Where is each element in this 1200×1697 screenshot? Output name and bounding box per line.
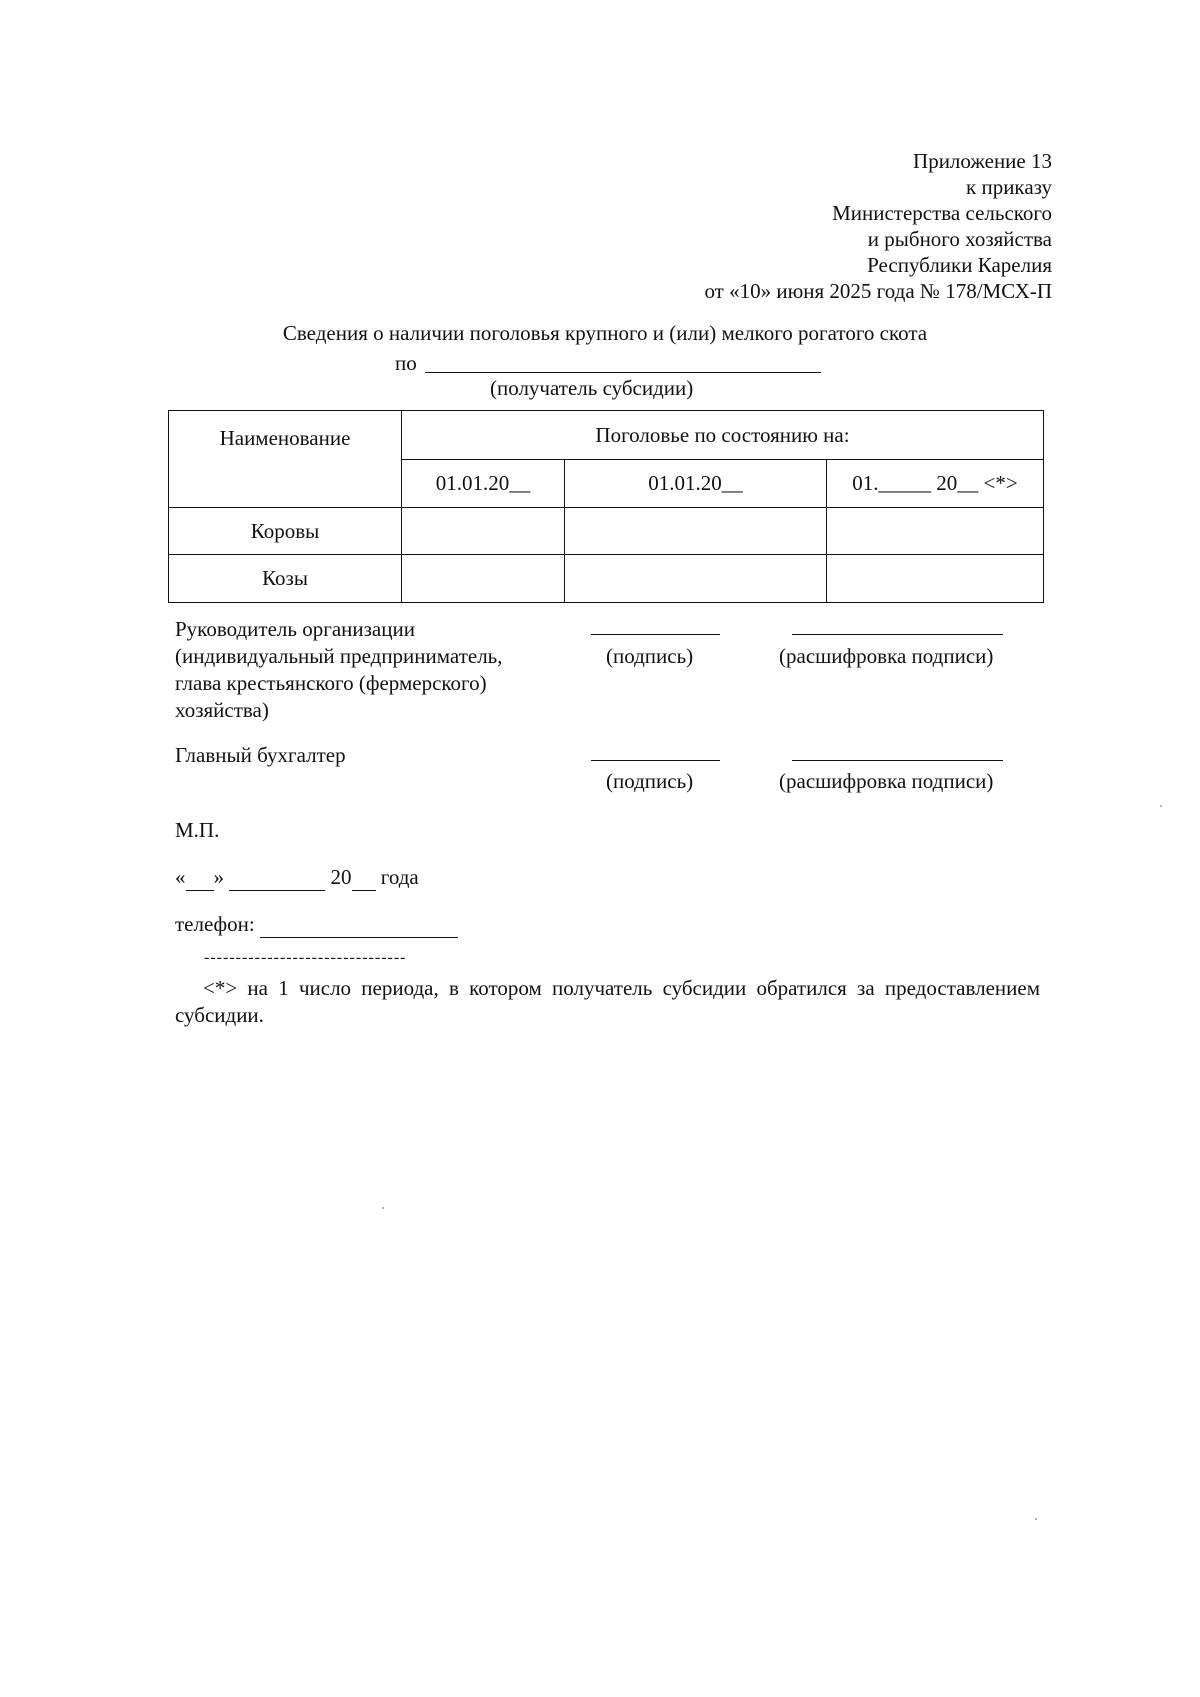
- stamp-place-label: М.П.: [175, 818, 220, 842]
- scan-speck: [1160, 805, 1162, 807]
- scan-speck: [382, 1207, 384, 1209]
- cell-goats-1[interactable]: [402, 555, 565, 603]
- row-name-goats: Козы: [169, 555, 402, 603]
- accountant-signature-field[interactable]: [591, 760, 720, 761]
- cell-goats-2[interactable]: [565, 555, 827, 603]
- footnote-separator: --------------------------------: [204, 949, 407, 966]
- accountant-label: Главный бухгалтер: [175, 743, 346, 767]
- footnote-text: <*> на 1 число периода, в котором получатель субсидии обратился за предоставлением субсидии.: [175, 976, 1040, 1028]
- head-label-line3: глава крестьянского (фермерского): [175, 671, 487, 695]
- accountant-signature-caption: (подпись): [606, 769, 694, 793]
- cell-goats-3[interactable]: [827, 555, 1044, 603]
- accountant-decode-caption: (расшифровка подписи): [779, 769, 994, 793]
- head-signature-caption: (подпись): [606, 644, 694, 668]
- row-name-cows: Коровы: [169, 508, 402, 555]
- date-year-suffix: года: [375, 865, 419, 889]
- header-date-1: 01.01.20__: [402, 460, 565, 508]
- head-decode-field[interactable]: [792, 634, 1003, 635]
- header-livestock-group: Поголовье по состоянию на:: [402, 411, 1044, 460]
- appendix-header: [492, 148, 1052, 304]
- accountant-decode-field[interactable]: [792, 760, 1003, 761]
- head-decode-caption: (расшифровка подписи): [779, 644, 994, 668]
- recipient-caption: (получатель субсидии): [490, 376, 694, 400]
- scan-speck: [1035, 1518, 1037, 1520]
- cell-cows-1[interactable]: [402, 508, 565, 555]
- appendix-ministry-line1: Министерства сельского: [832, 201, 1052, 225]
- cell-cows-3[interactable]: [827, 508, 1044, 555]
- table-row: [169, 555, 1044, 603]
- phone-field[interactable]: [260, 911, 458, 938]
- head-signature-field[interactable]: [591, 634, 720, 635]
- po-label: по: [395, 351, 417, 375]
- date-year-field[interactable]: [352, 864, 376, 891]
- head-label-line4: хозяйства): [175, 698, 269, 722]
- date-month-field[interactable]: [229, 864, 325, 891]
- date-open-quote: «: [175, 865, 186, 889]
- appendix-republic: Республики Карелия: [867, 253, 1052, 277]
- date-line: [175, 864, 419, 891]
- head-label-line1: Руководитель организации: [175, 617, 415, 641]
- header-date-2: 01.01.20__: [565, 460, 827, 508]
- appendix-ministry-line2: и рыбного хозяйства: [867, 227, 1052, 251]
- header-name: Наименование: [169, 411, 402, 508]
- document-title: Сведения о наличии поголовья крупного и (или) мелкого рогатого скота: [282, 321, 928, 345]
- recipient-field[interactable]: [425, 372, 821, 373]
- appendix-order-date: от «10» июня 2025 года № 178/МСХ-П: [704, 279, 1052, 303]
- header-date-3: 01._____ 20__ <*>: [827, 460, 1044, 508]
- appendix-order-ref: к приказу: [966, 175, 1052, 199]
- phone-line: [175, 911, 458, 938]
- cell-cows-2[interactable]: [565, 508, 827, 555]
- livestock-table: [168, 410, 1044, 603]
- appendix-number: Приложение 13: [913, 149, 1052, 173]
- head-label-line2: (индивидуальный предприниматель,: [175, 644, 503, 668]
- phone-label: телефон:: [175, 912, 255, 936]
- table-row: [169, 508, 1044, 555]
- date-year-prefix: 20: [330, 865, 352, 889]
- date-close-quote: »: [213, 865, 224, 889]
- date-day-field[interactable]: [186, 864, 214, 891]
